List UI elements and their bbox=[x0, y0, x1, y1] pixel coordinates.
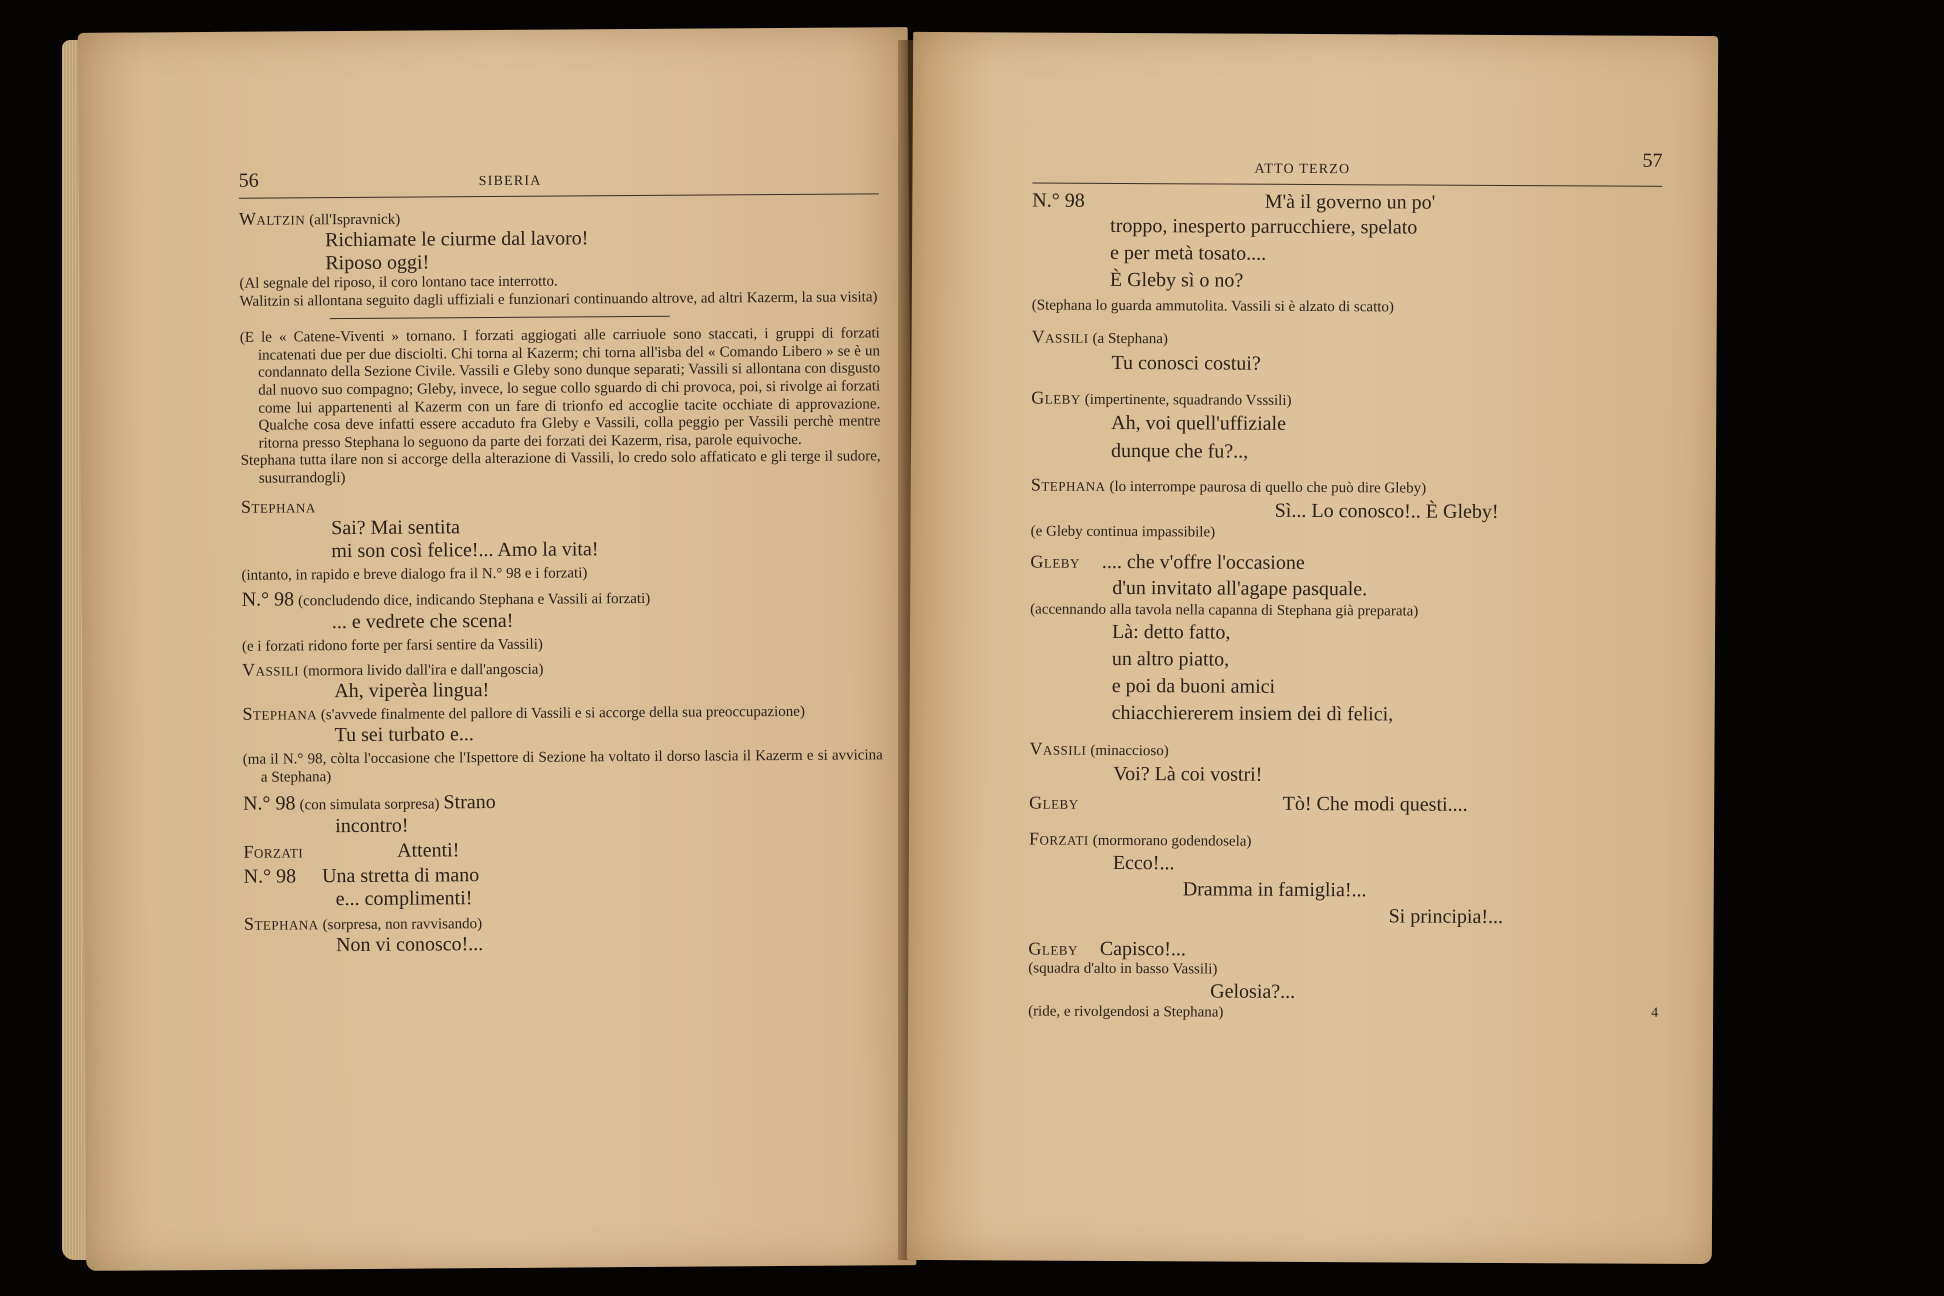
stage-direction: (E le « Catene-Viventi » tornano. I forzati aggiogati alle carriuole sono staccati, i gruppi di forzati incatenati due per due disciolti. Chi torna al Kazerm; chi torna all'isba del « Comando Libero » se è un condannato della Sezione Civile. Vassili e Gleby sono dunque separati; Vassili si allontana con disgusto dal nuovo suo compagno; Gleby, invece, lo segue collo sguardo di chi provoca, poi, si rivolge ai forzati come lui appartenenti al Kazerm con un fare di trionfo ed accoglie tacite occhiate di approvazione. Qualche cosa deve infatti essere accaduto fra Gleby e Vassili, colla peggio per Vassili perchè mentre ritorna presso Stephana lo seguono da parte dei forzati dei Kazerm, risa, parole equivoche. bbox=[239, 325, 881, 452]
stage-direction: (accennando alla tavola nella capanna di Stephana già preparata) bbox=[1030, 601, 1419, 620]
speaker-name: Stephana bbox=[240, 495, 316, 517]
stage-direction: (intanto, in rapido e breve dialogo fra il N.° 98 e i forzati) bbox=[241, 564, 588, 584]
verse-line: Si principia!... bbox=[1388, 905, 1504, 929]
speaker-name: Waltzin bbox=[238, 208, 306, 229]
verse-line: Richiamate le ciurme dal lavoro! bbox=[325, 227, 589, 252]
speaker-name: N.° 98 bbox=[242, 792, 296, 816]
stage-direction: Walitzin si allontana seguito dagli uffiziali e funzionari continuando altrove, ad altri Kazerm, la sua visita) bbox=[239, 288, 878, 310]
verse-line: e poi da buoni amici bbox=[1111, 674, 1276, 698]
verse-line: Ah, viperèa lingua! bbox=[334, 678, 490, 702]
verse-line: Ah, voi quell'uffiziale bbox=[1111, 411, 1287, 435]
verse-line: d'un invitato all'agape pasquale. bbox=[1112, 576, 1368, 601]
verse-line: chiacchiererem insiem dei dì felici, bbox=[1111, 701, 1394, 726]
running-title: SIBERIA bbox=[478, 173, 542, 190]
stage-direction: (impertinente, squadrando Vsssili) bbox=[1084, 391, 1292, 409]
verse-line: Dramma in famiglia!... bbox=[1182, 878, 1367, 902]
stage-direction: (a Stephana) bbox=[1092, 330, 1169, 348]
stage-direction: (Stephana lo guarda ammutolita. Vassili si è alzato di scatto) bbox=[1031, 297, 1394, 316]
stage-direction: (con simulata sorpresa) bbox=[299, 796, 440, 814]
verse-line: Una stretta di mano bbox=[321, 864, 480, 888]
verse-line: Tu conosci costui? bbox=[1111, 351, 1261, 375]
verse-line: Tu sei turbato e... bbox=[334, 723, 474, 747]
speech-stephana bbox=[1031, 475, 1661, 499]
left-page bbox=[78, 27, 917, 1271]
verse-line: È Gleby sì o no? bbox=[1109, 268, 1244, 292]
speech-gleby bbox=[1028, 938, 1658, 964]
verse-line: dunque che fu?.., bbox=[1110, 439, 1249, 463]
stage-direction: (mormora livido dall'ira e dall'angoscia) bbox=[303, 661, 544, 679]
verse-line: Sai? Mai sentita bbox=[331, 515, 461, 539]
verse-line: Voi? Là coi vostri! bbox=[1113, 762, 1263, 786]
speaker-name: Forzati bbox=[243, 841, 304, 863]
stage-direction: (e i forzati ridono forte per farsi sentire da Vassili) bbox=[241, 636, 543, 655]
page-number: 56 bbox=[238, 169, 259, 192]
stage-direction: (ma il N.° 98, còlta l'occasione che l'Ispettore di Sezione ha voltato il dorso lascia il Kazerm e si avvicina a Stephana) bbox=[242, 747, 883, 786]
verse-line: ... e vedrete che scena! bbox=[331, 609, 514, 633]
verse-line: Tò! Che modi questi.... bbox=[1282, 792, 1468, 816]
verse-line: Là: detto fatto, bbox=[1112, 620, 1231, 644]
speaker-name: N.° 98 bbox=[1032, 189, 1085, 212]
verse-line: troppo, inesperto parrucchiere, spelato bbox=[1110, 214, 1418, 239]
verse-line: Ecco!... bbox=[1112, 851, 1175, 875]
speaker-name: Gleby bbox=[1031, 387, 1081, 408]
verse-line: .... che v'offre l'occasione bbox=[1101, 550, 1305, 574]
speech-gleby bbox=[1030, 551, 1660, 577]
signature-mark: 4 bbox=[1651, 1005, 1659, 1021]
stage-direction: (concludendo dice, indicando Stephana e Vassili ai forzati) bbox=[298, 590, 651, 609]
speaker-name: N.° 98 bbox=[243, 865, 297, 889]
stage-direction: (mormorano godendosela) bbox=[1092, 832, 1252, 850]
verse-line: e per metà tosato.... bbox=[1110, 241, 1267, 265]
right-page-text bbox=[1028, 149, 1663, 1024]
stage-direction: (all'Ispravnick) bbox=[309, 211, 401, 229]
stage-direction: (Al segnale del riposo, il coro lontano tace interrotto. bbox=[239, 273, 558, 292]
verse-line: M'à il governo un po' bbox=[1264, 190, 1436, 214]
left-page-header bbox=[239, 163, 879, 198]
verse-line: Attenti! bbox=[397, 839, 460, 863]
speaker-name: Forzati bbox=[1028, 828, 1089, 849]
section-rule bbox=[330, 316, 670, 319]
speaker-name: Stephana bbox=[243, 913, 319, 935]
stage-direction: Stephana tutta ilare non si accorge della alterazione di Vassili, lo credo solo affaticato e gli terge il sudore, susurrandogli) bbox=[240, 448, 881, 487]
stage-direction: (minaccioso) bbox=[1090, 742, 1169, 760]
speaker-name: Gleby bbox=[1030, 551, 1080, 572]
speaker-name: Gleby bbox=[1029, 792, 1079, 813]
speaker-name: Stephana bbox=[242, 702, 318, 724]
speaker-name: Vassili bbox=[242, 658, 300, 680]
right-page bbox=[907, 32, 1718, 1264]
speaker-name: Gleby bbox=[1028, 938, 1078, 959]
stage-direction: (lo interrompe paurosa di quello che può dire Gleby) bbox=[1109, 478, 1427, 497]
stage-direction: (s'avvede finalmente del pallore di Vassili e si accorge della sua preoccupazione) bbox=[320, 703, 805, 723]
verse-line: Strano bbox=[443, 791, 496, 814]
stage-direction: (e Gleby continua impassibile) bbox=[1030, 523, 1216, 541]
verse-line: mi son così felice!... Amo la vita! bbox=[331, 537, 599, 562]
verse-line: Riposo oggi! bbox=[325, 251, 430, 275]
left-page-text bbox=[239, 163, 885, 958]
verse-line: un altro piatto, bbox=[1111, 647, 1230, 671]
verse-line: Non vi conosco!... bbox=[335, 933, 484, 957]
stage-direction: (squadra d'alto in basso Vassili) bbox=[1028, 960, 1218, 978]
speech-forzati bbox=[243, 837, 883, 864]
verse-line: Gelosia?... bbox=[1210, 980, 1296, 1003]
stage-direction-block bbox=[243, 747, 883, 787]
verse-line: Capisco!... bbox=[1099, 937, 1187, 961]
verse-line: incontro! bbox=[335, 814, 409, 838]
running-title: ATTO TERZO bbox=[1254, 161, 1351, 178]
right-page-header bbox=[1032, 149, 1663, 187]
stage-direction-block bbox=[239, 271, 879, 311]
verse-line: e... complimenti! bbox=[335, 887, 473, 911]
speaker-name: Vassili bbox=[1029, 738, 1087, 759]
verse-line: Sì... Lo conosco!.. È Gleby! bbox=[1274, 499, 1499, 523]
speech-gleby bbox=[1029, 792, 1659, 818]
speech-n98 bbox=[1032, 190, 1662, 216]
speaker-name: N.° 98 bbox=[241, 587, 295, 611]
page-number: 57 bbox=[1642, 149, 1663, 172]
speaker-name: Stephana bbox=[1030, 474, 1106, 495]
speaker-name: Vassili bbox=[1031, 326, 1089, 347]
stage-direction-block bbox=[240, 326, 881, 489]
stage-direction: (sorpresa, non ravvisando) bbox=[322, 916, 483, 934]
stage-direction: (ride, e rivolgendosi a Stephana) bbox=[1028, 1003, 1224, 1021]
